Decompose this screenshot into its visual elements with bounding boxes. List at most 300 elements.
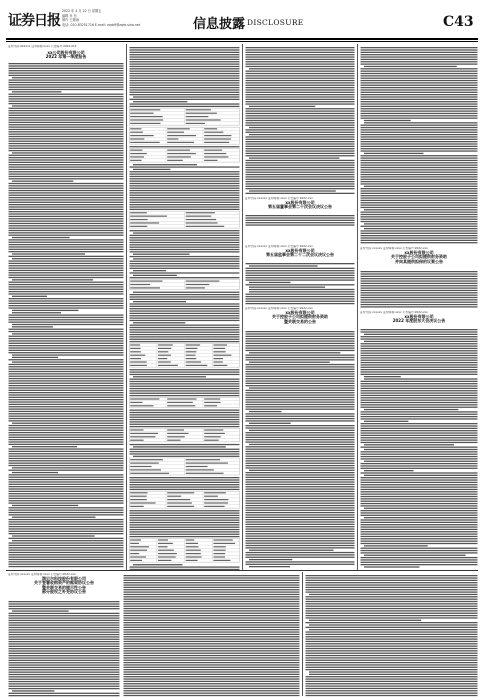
text-line xyxy=(361,219,478,220)
text-line xyxy=(9,615,120,616)
article-title-line2: 并向其提供担保的议案公告 xyxy=(395,258,443,264)
text-line xyxy=(133,376,206,377)
text-line xyxy=(9,112,124,113)
masthead-date: 2022 年 4 月 22 日 星期五 xyxy=(62,9,102,13)
text-line xyxy=(246,345,355,346)
text-line xyxy=(9,488,124,489)
text-line xyxy=(124,634,300,635)
text-line xyxy=(9,378,124,379)
text-line xyxy=(246,526,355,527)
text-line xyxy=(130,251,240,252)
article-lower-right xyxy=(305,573,478,697)
text-line xyxy=(130,204,240,205)
text-line xyxy=(12,361,124,362)
data-table xyxy=(130,428,240,442)
text-line xyxy=(361,381,478,382)
text-line xyxy=(9,383,124,384)
text-line xyxy=(364,153,423,154)
text-line xyxy=(9,150,124,151)
text-line xyxy=(130,527,240,528)
text-line xyxy=(9,486,124,487)
text-line xyxy=(361,103,478,104)
text-line xyxy=(9,521,124,522)
text-line xyxy=(361,465,478,466)
text-line xyxy=(130,536,240,537)
text-line xyxy=(9,171,124,172)
text-line xyxy=(130,188,240,189)
text-line xyxy=(130,92,240,93)
text-line xyxy=(130,176,240,177)
text-line xyxy=(306,580,478,581)
article-company: xx股份有限公司 xyxy=(285,309,315,315)
text-line xyxy=(246,505,355,506)
text-line xyxy=(9,674,120,675)
text-line xyxy=(130,315,240,316)
text-line xyxy=(9,195,124,196)
text-line xyxy=(130,424,240,425)
text-line xyxy=(361,141,478,142)
text-line xyxy=(9,627,120,628)
text-line xyxy=(9,369,124,370)
text-line xyxy=(130,237,240,238)
masthead xyxy=(0,0,484,40)
text-line xyxy=(9,688,120,689)
text-line xyxy=(361,143,478,144)
text-line xyxy=(9,331,124,332)
text-line xyxy=(9,542,124,543)
text-line xyxy=(12,505,78,506)
text-line xyxy=(246,82,355,83)
text-line xyxy=(246,222,355,223)
text-line xyxy=(9,444,124,445)
text-line xyxy=(9,289,124,290)
text-line xyxy=(361,63,478,64)
text-line xyxy=(124,683,300,684)
data-table xyxy=(130,491,240,508)
article-header: 证券代码:xxxxxx 证券简称:xxxx 公告编号:2022-xxx xyxy=(245,245,313,248)
text-line xyxy=(130,80,240,81)
text-line xyxy=(9,676,120,677)
text-line xyxy=(9,622,120,623)
text-line xyxy=(9,202,124,203)
text-line xyxy=(9,244,124,245)
section-title: 信息披露 xyxy=(193,17,246,32)
text-line xyxy=(246,557,355,558)
text-line xyxy=(12,423,124,424)
text-line xyxy=(361,113,478,114)
text-line xyxy=(364,508,478,509)
text-line xyxy=(361,80,478,81)
text-line xyxy=(9,232,124,233)
text-line xyxy=(246,270,355,271)
text-line xyxy=(124,601,300,602)
text-line xyxy=(361,212,478,213)
text-line xyxy=(246,89,355,90)
text-line xyxy=(9,183,124,184)
article-header: 证券代码:xxxxxx 证券简称:xxxx 公告编号:2022-xxx xyxy=(245,197,313,200)
text-line xyxy=(361,221,478,222)
text-line xyxy=(130,371,240,372)
text-line xyxy=(306,688,478,689)
text-line xyxy=(130,181,240,182)
text-line xyxy=(9,564,124,565)
text-line xyxy=(130,369,240,370)
column-divider xyxy=(242,44,243,570)
text-line xyxy=(246,125,355,126)
text-line xyxy=(9,272,124,273)
text-line xyxy=(124,671,300,672)
text-line xyxy=(130,341,240,342)
text-line xyxy=(246,472,355,473)
article-title: 2022 年第一季度报告 xyxy=(45,54,87,60)
text-line xyxy=(361,167,478,168)
text-line xyxy=(306,596,478,597)
text-line xyxy=(130,489,240,490)
text-line xyxy=(246,301,355,302)
text-line xyxy=(9,373,124,374)
text-line xyxy=(9,479,124,480)
text-line xyxy=(130,414,240,415)
text-line xyxy=(361,350,478,351)
text-line xyxy=(246,277,355,278)
text-line xyxy=(246,165,355,166)
text-line xyxy=(361,533,478,534)
text-line xyxy=(9,157,124,158)
text-line xyxy=(9,660,120,661)
text-line xyxy=(361,273,478,274)
text-line xyxy=(9,314,124,315)
text-line xyxy=(364,334,478,335)
text-line xyxy=(246,493,355,494)
text-line xyxy=(361,548,478,549)
text-line xyxy=(246,108,355,109)
text-line xyxy=(361,397,478,398)
text-line xyxy=(130,206,240,207)
text-line xyxy=(124,681,300,682)
text-line xyxy=(130,417,240,418)
text-line xyxy=(9,110,124,111)
text-line xyxy=(124,603,300,604)
data-table xyxy=(130,538,240,562)
text-line xyxy=(12,237,70,238)
text-line xyxy=(249,282,291,283)
text-line xyxy=(361,512,478,513)
text-line xyxy=(246,146,355,147)
text-line xyxy=(246,101,355,102)
text-line xyxy=(9,439,124,440)
text-line xyxy=(9,169,124,170)
text-line xyxy=(12,312,61,313)
text-line xyxy=(9,390,124,391)
text-line xyxy=(9,465,124,466)
text-line xyxy=(306,648,478,649)
text-line xyxy=(130,73,240,74)
text-line xyxy=(130,173,240,174)
text-line xyxy=(361,439,478,440)
text-line xyxy=(12,690,54,691)
text-line xyxy=(306,653,478,654)
text-line xyxy=(9,267,124,268)
text-line xyxy=(124,695,300,696)
text-line xyxy=(130,421,240,422)
text-line xyxy=(9,667,120,668)
text-line xyxy=(361,299,478,300)
article-guarantee xyxy=(245,307,355,324)
text-line xyxy=(361,195,478,196)
text-line xyxy=(133,232,240,233)
text-line xyxy=(361,94,478,95)
text-line xyxy=(9,662,120,663)
text-line xyxy=(246,394,355,395)
text-line xyxy=(133,258,240,259)
text-line xyxy=(130,99,240,100)
text-line xyxy=(9,526,124,527)
text-line xyxy=(361,484,478,485)
text-line xyxy=(130,386,240,387)
text-line xyxy=(9,298,124,299)
text-line xyxy=(9,648,120,649)
text-line xyxy=(306,690,478,691)
text-line xyxy=(361,280,478,281)
text-line xyxy=(130,332,240,333)
text-line xyxy=(130,171,240,172)
text-line xyxy=(130,94,240,95)
text-line xyxy=(12,324,124,325)
text-line xyxy=(130,54,240,55)
text-line xyxy=(124,685,300,686)
text-line xyxy=(9,204,124,205)
text-line xyxy=(361,355,478,356)
text-line xyxy=(130,449,240,450)
text-line xyxy=(9,547,124,548)
text-line xyxy=(130,306,240,307)
text-line xyxy=(249,470,355,471)
text-line xyxy=(130,510,240,511)
article-acquisition-continued xyxy=(123,573,300,697)
text-line xyxy=(246,215,355,216)
text-line xyxy=(361,165,478,166)
text-line xyxy=(9,166,124,167)
article-company: xx股份有限公司 xyxy=(404,313,434,319)
text-line xyxy=(12,310,78,311)
text-line xyxy=(9,209,124,210)
text-line xyxy=(246,49,355,50)
text-line xyxy=(246,153,355,154)
text-line xyxy=(9,394,124,395)
text-line xyxy=(246,220,355,221)
text-line xyxy=(361,61,478,62)
text-line xyxy=(361,454,478,455)
text-line xyxy=(9,552,124,553)
text-line xyxy=(306,610,478,611)
text-line xyxy=(9,251,124,252)
text-line xyxy=(9,406,124,407)
text-line xyxy=(130,268,240,269)
text-line xyxy=(130,444,240,445)
text-line xyxy=(361,56,478,57)
text-line xyxy=(9,239,124,240)
text-line xyxy=(9,199,124,200)
text-line xyxy=(9,500,124,501)
text-line xyxy=(361,190,478,191)
text-line xyxy=(9,293,124,294)
text-line xyxy=(130,313,240,314)
text-line xyxy=(9,141,124,142)
text-line xyxy=(249,423,291,424)
text-line xyxy=(9,601,120,602)
text-line xyxy=(246,183,355,184)
text-line xyxy=(246,141,355,142)
text-line xyxy=(246,298,355,299)
text-line xyxy=(130,531,240,532)
column-divider xyxy=(357,44,358,570)
text-line xyxy=(130,49,240,50)
text-line xyxy=(124,608,300,609)
text-line xyxy=(361,82,478,83)
text-line xyxy=(9,345,124,346)
text-line xyxy=(246,176,355,177)
text-line xyxy=(246,538,355,539)
text-line xyxy=(9,260,124,261)
text-line xyxy=(130,239,240,240)
masthead-contact: 电话: 010-83251716 E-mail: zqrb9@zqrb.sina.net xyxy=(62,22,141,27)
text-line xyxy=(361,357,478,358)
text-line xyxy=(306,622,478,623)
text-line xyxy=(9,336,124,337)
text-line xyxy=(309,671,478,672)
text-line xyxy=(9,411,124,412)
text-line xyxy=(361,283,478,284)
text-line xyxy=(9,549,124,550)
text-line xyxy=(124,631,300,632)
text-line xyxy=(361,49,478,50)
text-line xyxy=(306,660,478,661)
text-line xyxy=(9,399,124,400)
text-line xyxy=(130,320,240,321)
text-line xyxy=(306,676,478,677)
text-line xyxy=(306,643,478,644)
article-header: 证券代码:xxxxxx 证券简称:xxxx 公告编号:2022-xxx xyxy=(360,247,428,250)
text-line xyxy=(9,352,124,353)
text-line xyxy=(361,162,478,163)
text-line xyxy=(9,425,124,426)
article-header: 证券代码:002xxx 证券简称:xxxx 公告编号:2022-014 xyxy=(8,45,77,48)
text-line xyxy=(9,519,124,520)
text-line xyxy=(361,479,478,480)
column-divider xyxy=(302,572,303,696)
text-line xyxy=(124,657,300,658)
text-line xyxy=(12,152,124,153)
text-line xyxy=(246,467,355,468)
text-line xyxy=(9,561,124,562)
text-line xyxy=(361,348,478,349)
text-line xyxy=(306,603,478,604)
text-line xyxy=(361,411,478,412)
text-line xyxy=(130,247,240,248)
text-line xyxy=(9,305,124,306)
article-column-4 xyxy=(360,45,478,570)
article-column-3 xyxy=(245,45,355,570)
text-line xyxy=(246,336,355,337)
text-line xyxy=(124,606,300,607)
text-line xyxy=(361,329,478,330)
text-line xyxy=(133,456,240,457)
text-line xyxy=(9,265,124,266)
text-line xyxy=(306,601,478,602)
text-line xyxy=(130,78,240,79)
text-line xyxy=(9,632,120,633)
text-line xyxy=(246,359,355,360)
text-line xyxy=(361,108,478,109)
text-line xyxy=(130,453,240,454)
text-line xyxy=(9,420,124,421)
text-line xyxy=(9,206,124,207)
text-line xyxy=(130,61,240,62)
text-line xyxy=(361,423,478,424)
text-line xyxy=(246,376,355,377)
data-table xyxy=(130,127,240,144)
text-line xyxy=(9,634,120,635)
text-line xyxy=(130,89,240,90)
text-line xyxy=(364,209,478,210)
text-line xyxy=(246,167,355,168)
article-acquisition xyxy=(8,573,120,697)
text-line xyxy=(9,84,124,85)
text-line xyxy=(361,494,478,495)
text-line xyxy=(9,484,124,485)
text-line xyxy=(361,129,478,130)
text-line xyxy=(9,216,124,217)
text-line xyxy=(124,599,300,600)
text-line xyxy=(246,343,355,344)
text-line xyxy=(9,134,124,135)
text-line xyxy=(361,237,478,238)
text-line xyxy=(246,56,355,57)
text-line xyxy=(124,589,300,590)
text-line xyxy=(361,385,478,386)
text-line xyxy=(124,582,300,583)
text-line xyxy=(361,477,478,478)
text-line xyxy=(124,641,300,642)
text-line xyxy=(130,339,240,340)
text-line xyxy=(9,495,124,496)
text-line xyxy=(9,385,124,386)
text-line xyxy=(124,653,300,654)
text-line xyxy=(306,631,478,632)
text-line xyxy=(246,160,355,161)
text-line xyxy=(9,322,124,323)
text-line xyxy=(249,106,315,107)
text-line xyxy=(306,589,478,590)
text-line xyxy=(249,190,336,191)
text-line xyxy=(130,303,240,304)
text-line xyxy=(364,517,478,518)
text-line xyxy=(130,59,240,60)
text-line xyxy=(12,105,124,106)
text-line xyxy=(9,401,124,402)
text-line xyxy=(246,507,355,508)
text-line xyxy=(130,178,240,179)
text-line xyxy=(246,150,355,151)
text-line xyxy=(9,228,124,229)
data-table xyxy=(130,148,240,162)
text-line xyxy=(130,388,240,389)
text-line xyxy=(361,125,478,126)
text-line xyxy=(130,325,240,326)
text-line xyxy=(124,584,300,585)
text-line xyxy=(361,526,478,527)
text-line xyxy=(9,72,124,73)
